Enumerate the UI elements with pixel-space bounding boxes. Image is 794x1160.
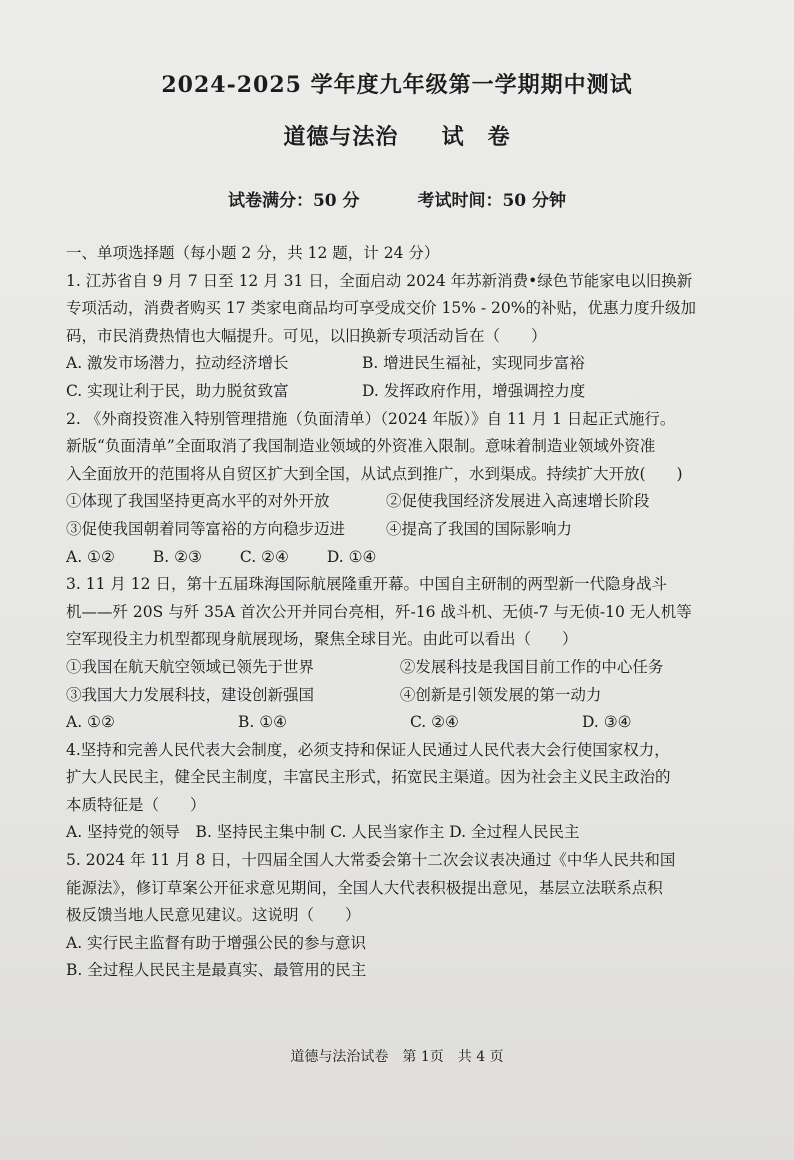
question-1 (66, 268, 728, 406)
statement-4: ④创新是引领发展的第一动力 (399, 685, 602, 704)
question-line: 极反馈当地人民意见建议。这说明（ ） (66, 906, 361, 925)
question-4 (66, 737, 728, 847)
option-a: A. 实行民主监督有助于增强公民的参与意识 (66, 933, 367, 952)
option-c: C. ②④ (410, 713, 459, 732)
statement-row (66, 654, 728, 682)
question-line: 新版“负面清单”全面取消了我国制造业领域的外资准入限制。意味着制造业领域外资准 (66, 437, 656, 456)
question-5 (66, 847, 728, 985)
option-d: D. ③④ (582, 713, 632, 732)
option-d: D. 发挥政府作用，增强调控力度 (362, 381, 586, 400)
statement-row (66, 488, 728, 516)
option-c: C. 实现让利于民，助力脱贫致富 (66, 381, 289, 400)
statement-1: ①体现了我国坚持更高水平的对外开放 (66, 492, 330, 511)
question-line: 码，市民消费热情也大幅提升。可见，以旧换新专项活动旨在（ ） (66, 326, 547, 345)
question-line: 5. 2024 年 11 月 8 日，十四届全国人大常委会第十二次会议表决通过《中华人民共和国 (66, 851, 676, 870)
statement-row (66, 682, 728, 710)
full-score: 试卷满分：50 分 (227, 191, 360, 211)
question-2 (66, 406, 728, 572)
question-line: 机——歼 20S 与歼 35A 首次公开并同台亮相，歼-16 战斗机、无侦-7 与无侦-10 无人机等 (66, 602, 692, 621)
exam-subject-line (0, 120, 794, 151)
option-b: B. ①④ (238, 713, 288, 732)
question-line: 能源法》，修订草案公开征求意见期间，全国人大代表积极提出意见，基层立法联系点积 (66, 878, 663, 897)
exam-body (66, 240, 728, 985)
option-d: D. ①④ (326, 547, 377, 566)
question-line: 3. 11 月 12 日，第十五届珠海国际航展隆重开幕。中国自主研制的两型新一代隐身战斗 (66, 575, 667, 594)
statement-2: ②发展科技是我国目前工作的中心任务 (399, 657, 664, 676)
question-line: 入全面放开的范围将从自贸区扩大到全国，从试点到推广，水到渠成。持续扩大开放( ) (66, 464, 683, 483)
option-row (66, 544, 728, 572)
exam-time: 考试时间：50 分钟 (417, 191, 567, 211)
question-line: 1. 江苏省自 9 月 7 日至 12 月 31 日，全面启动 2024 年苏新消费•绿色节能家电以旧换新 (66, 271, 693, 290)
question-line: 扩大人民民主，健全民主制度，丰富民主形式，拓宽民主渠道。因为社会主义民主政治的 (66, 768, 671, 787)
statement-1: ①我国在航天航空领域已领先于世界 (66, 657, 315, 676)
question-line: 专项活动，消费者购买 17 类家电商品均可享受成交价 15% - 20%的补贴，优惠力度升级加 (66, 299, 697, 318)
option-a: A. 激发市场潜力，拉动经济增长 (66, 354, 289, 373)
option-row (66, 350, 728, 378)
statement-3: ③促使我国朝着同等富裕的方向稳步迈进 (66, 519, 346, 538)
question-line: 2. 《外商投资准入特别管理措施（负面清单）（2024 年版）》自 11 月 1 日起正式施行。 (66, 409, 676, 428)
option-row (66, 709, 728, 737)
option-b: B. 增进民生福祉，实现同步富裕 (362, 354, 585, 373)
option-a: A. ①② (66, 713, 115, 732)
page-footer: 道德与法治试卷 第 1页 共 4 页 (290, 1049, 504, 1065)
question-line: 空军现役主力机型都现身航展现场，聚焦全球目光。由此可以看出（ ） (66, 630, 578, 649)
option-a: A. ①② (66, 547, 115, 566)
question-3 (66, 571, 728, 737)
option-row (66, 378, 728, 406)
subject-name: 道德与法治 (283, 124, 399, 150)
statement-3: ③我国大力发展科技，建设创新强国 (66, 685, 315, 704)
option-b: B. ②③ (152, 547, 202, 566)
statement-2: ②促使我国经济发展进入高速增长阶段 (386, 492, 650, 511)
paper-label: 试 卷 (441, 124, 511, 150)
section-title: 一、单项选择题（每小题 2 分，共 12 题，计 24 分） (66, 244, 440, 262)
exam-title: 2024-2025 学年度九年级第一学期期中测试 (161, 72, 633, 98)
option-row: A. 坚持党的领导 B. 坚持民主集中制 C. 人民当家作主 D. 全过程人民民主 (66, 823, 580, 842)
option-c: C. ②④ (239, 547, 289, 566)
question-line: 本质特征是（ ） (66, 795, 206, 814)
option-b: B. 全过程人民民主是最真实、最管用的民主 (66, 961, 367, 980)
statement-4: ④提高了我国的国际影响力 (386, 519, 573, 538)
statement-row (66, 516, 728, 544)
exam-meta (0, 186, 794, 211)
question-line: 4.坚持和完善人民代表大会制度，必须支持和保证人民通过人民代表大会行使国家权力， (66, 740, 670, 759)
